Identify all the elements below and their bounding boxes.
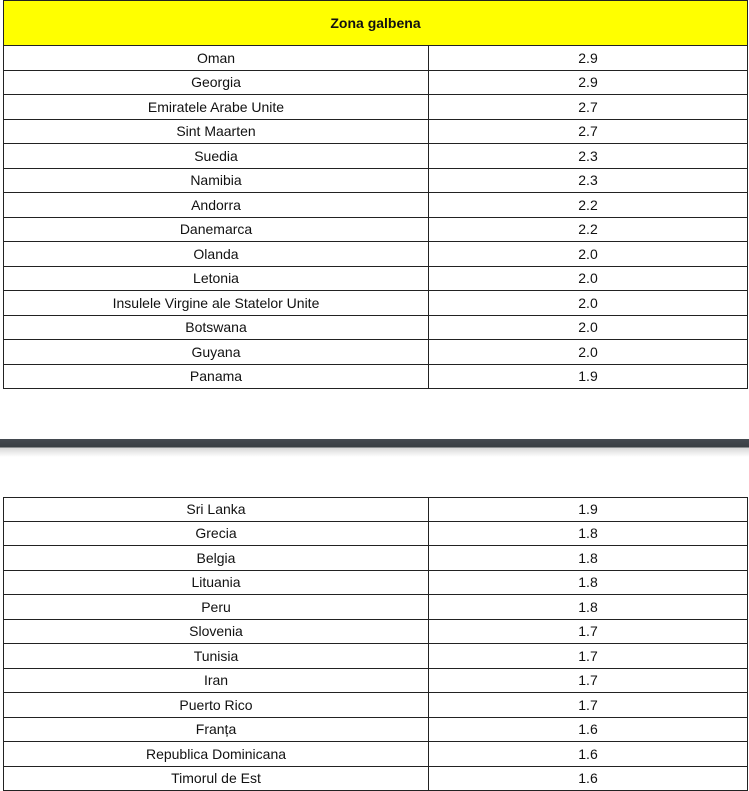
table-row bbox=[3, 644, 748, 669]
value-cell: 2.9 bbox=[429, 71, 747, 95]
country-cell: Sri Lanka bbox=[4, 498, 429, 521]
value-cell: 1.6 bbox=[429, 742, 747, 766]
value-cell: 2.0 bbox=[429, 340, 747, 364]
page-separator bbox=[0, 439, 749, 457]
value-cell: 1.7 bbox=[429, 669, 747, 693]
table-row bbox=[3, 742, 748, 767]
value-cell: 2.0 bbox=[429, 242, 747, 266]
value-cell: 1.9 bbox=[429, 498, 747, 521]
country-cell: Panama bbox=[4, 365, 429, 389]
value-cell: 2.2 bbox=[429, 193, 747, 217]
table-row bbox=[3, 218, 748, 243]
country-cell: Andorra bbox=[4, 193, 429, 217]
table-row bbox=[3, 571, 748, 596]
value-cell: 1.7 bbox=[429, 693, 747, 717]
country-cell: Emiratele Arabe Unite bbox=[4, 95, 429, 119]
table-row bbox=[3, 767, 748, 791]
value-cell: 1.8 bbox=[429, 522, 747, 546]
value-cell: 1.8 bbox=[429, 595, 747, 619]
table-row bbox=[3, 497, 748, 522]
value-cell: 2.7 bbox=[429, 120, 747, 144]
table-header bbox=[3, 0, 748, 46]
country-cell: Botswana bbox=[4, 316, 429, 340]
value-cell: 2.0 bbox=[429, 291, 747, 315]
table-row bbox=[3, 522, 748, 547]
table-row bbox=[3, 71, 748, 96]
table-row bbox=[3, 169, 748, 194]
country-cell: Insulele Virgine ale Statelor Unite bbox=[4, 291, 429, 315]
table-row bbox=[3, 193, 748, 218]
country-cell: Timorul de Est bbox=[4, 767, 429, 791]
value-cell: 1.7 bbox=[429, 644, 747, 668]
table-row bbox=[3, 316, 748, 341]
table-row bbox=[3, 242, 748, 267]
country-cell: Sint Maarten bbox=[4, 120, 429, 144]
table-row bbox=[3, 365, 748, 390]
country-cell: Guyana bbox=[4, 340, 429, 364]
table-body bbox=[3, 46, 748, 389]
table-row bbox=[3, 120, 748, 145]
value-cell: 2.7 bbox=[429, 95, 747, 119]
table-row bbox=[3, 95, 748, 120]
country-cell: Republica Dominicana bbox=[4, 742, 429, 766]
table-row bbox=[3, 718, 748, 743]
country-cell: Georgia bbox=[4, 71, 429, 95]
country-cell: Slovenia bbox=[4, 620, 429, 644]
country-cell: Oman bbox=[4, 46, 429, 70]
table-row bbox=[3, 144, 748, 169]
value-cell: 1.6 bbox=[429, 718, 747, 742]
table-row bbox=[3, 620, 748, 645]
table-row bbox=[3, 46, 748, 71]
value-cell: 2.3 bbox=[429, 144, 747, 168]
country-cell: Letonia bbox=[4, 267, 429, 291]
value-cell: 2.9 bbox=[429, 46, 747, 70]
country-cell: Namibia bbox=[4, 169, 429, 193]
table-row bbox=[3, 546, 748, 571]
value-cell: 1.8 bbox=[429, 546, 747, 570]
country-cell: Lituania bbox=[4, 571, 429, 595]
country-cell: Peru bbox=[4, 595, 429, 619]
table-row bbox=[3, 669, 748, 694]
value-cell: 1.8 bbox=[429, 571, 747, 595]
value-cell: 1.7 bbox=[429, 620, 747, 644]
country-cell: Puerto Rico bbox=[4, 693, 429, 717]
value-cell: 2.0 bbox=[429, 267, 747, 291]
country-cell: Iran bbox=[4, 669, 429, 693]
yellow-zone-table bbox=[3, 0, 748, 389]
country-cell: Belgia bbox=[4, 546, 429, 570]
value-cell: 1.9 bbox=[429, 365, 747, 389]
table-row bbox=[3, 267, 748, 292]
value-cell: 2.3 bbox=[429, 169, 747, 193]
value-cell: 1.6 bbox=[429, 767, 747, 791]
value-cell: 2.0 bbox=[429, 316, 747, 340]
country-cell: Olanda bbox=[4, 242, 429, 266]
country-cell: Tunisia bbox=[4, 644, 429, 668]
table-row bbox=[3, 693, 748, 718]
table-row bbox=[3, 595, 748, 620]
country-cell: Suedia bbox=[4, 144, 429, 168]
continued-table bbox=[3, 497, 748, 791]
country-cell: Danemarca bbox=[4, 218, 429, 242]
value-cell: 2.2 bbox=[429, 218, 747, 242]
table-header-title: Zona galbena bbox=[330, 15, 420, 31]
country-cell: Franța bbox=[4, 718, 429, 742]
table-row bbox=[3, 291, 748, 316]
table-row bbox=[3, 340, 748, 365]
country-cell: Grecia bbox=[4, 522, 429, 546]
